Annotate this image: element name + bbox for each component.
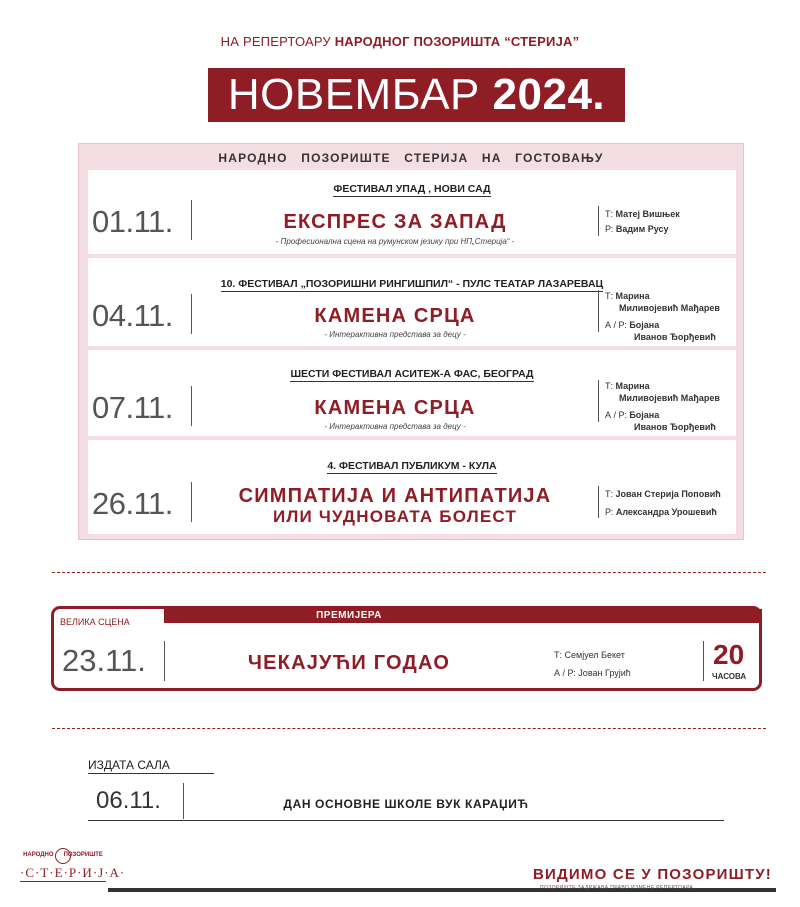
month-year: 2024.	[492, 70, 606, 119]
mask-icon	[55, 848, 71, 864]
credit-director: А / Р: Бојана Иванов Ђорђевић	[605, 320, 716, 342]
section-divider	[52, 572, 766, 573]
show-title-line2: ИЛИ ЧУДНОВАТА БОЛЕСТ	[272, 507, 518, 526]
festival-name: 10. ФЕСТИВАЛ „ПОЗОРИШНИ РИНГИШПИЛ“ - ПУЛС ТЕАТАР ЛАЗАРЕВАЦ	[220, 278, 604, 290]
credit-director: Р: Вадим Русу	[605, 224, 669, 234]
event-date: 26.11.	[92, 486, 173, 521]
credit-author: Т: Јован Стерија Поповић	[605, 489, 721, 499]
rented-hall-event: ДАН ОСНОВНЕ ШКОЛЕ ВУК КАРАЏИЋ	[283, 797, 529, 811]
date-divider	[183, 783, 184, 819]
touring-title: НАРОДНО ПОЗОРИШТЕ СТЕРИЈА НА ГОСТОВАЊУ	[218, 151, 604, 165]
credit-author: Т: Семјуел Бекет	[554, 650, 625, 660]
touring-panel	[78, 143, 744, 540]
date-divider	[191, 386, 192, 426]
intro-theatre-name: НАРОДНОГ ПОЗОРИШТА “СТЕРИЈА”	[334, 34, 580, 49]
rented-hall-date: 06.11.	[96, 787, 161, 814]
date-divider	[164, 641, 165, 681]
premiere-show-title: ЧЕКАЈУЋИ ГОДАО	[247, 652, 451, 674]
intro-normal: НА РЕПЕРТОАРУ	[220, 34, 335, 49]
touring-event-card	[88, 350, 736, 436]
date-divider	[191, 294, 192, 334]
month-banner	[208, 68, 625, 122]
theatre-logo	[20, 848, 126, 898]
touring-event-card	[88, 258, 736, 346]
show-title: КАМЕНА СРЦА	[314, 305, 476, 327]
premiere-date: 23.11.	[62, 643, 146, 678]
premiere-hour: 20	[713, 639, 745, 670]
event-date: 04.11.	[92, 298, 173, 333]
premiere-credits	[554, 646, 631, 682]
event-date: 01.11.	[92, 204, 173, 239]
credit-author: Т: Марина Миливојевић Мађарев	[605, 381, 720, 403]
logo-name: ·С·Т·Е·Р·И·Ј·А·	[20, 865, 126, 880]
show-title: ЕКСПРЕС ЗА ЗАПАД	[283, 211, 507, 233]
slogan: ВИДИМО СЕ У ПОЗОРИШТУ!	[533, 866, 772, 883]
show-title: СИМПАТИЈА И АНТИПАТИЈА	[238, 485, 552, 507]
show-note: - Професионална сцена на румунском језику при НП„Стерија“ -	[275, 237, 515, 246]
date-divider	[191, 200, 192, 240]
credits-divider	[598, 380, 599, 422]
date-divider	[191, 482, 192, 522]
rented-hall-label: ИЗДАТА САЛА	[88, 758, 170, 772]
credit-author: Т: Марина Миливојевић Мађарев	[605, 291, 720, 313]
show-note: - Интерактивна представа за децу -	[324, 422, 466, 431]
stage-label: ВЕЛИКА СЦЕНА	[60, 617, 130, 627]
credits-divider	[598, 206, 599, 236]
festival-name: 4. ФЕСТИВАЛ ПУБЛИКУМ - КУЛА	[327, 460, 497, 472]
credit-author: Т: Матеј Вишњек	[605, 209, 680, 219]
touring-event-card	[88, 170, 736, 254]
credit-director: А / Р: Јован Грујић	[554, 668, 631, 678]
section-divider	[52, 728, 766, 729]
credit-director: Р: Александра Урошевић	[605, 507, 717, 517]
show-note: - Интерактивна представа за децу -	[324, 330, 466, 339]
logo-underline	[20, 881, 106, 882]
logo-top-text: НАРОДНО ПОЗОРИШТЕ	[23, 852, 103, 858]
credits-divider	[598, 290, 599, 332]
credits-divider	[598, 486, 599, 518]
fine-print: ПОЗОРИШТЕ ЗАДРЖАВА ПРАВО ИЗМЕНЕ РЕПЕРТОАРА.	[540, 885, 696, 891]
festival-name: ФЕСТИВАЛ УПАД , НОВИ САД	[333, 183, 491, 195]
hour-divider	[703, 641, 704, 681]
show-title: КАМЕНА СРЦА	[314, 397, 476, 419]
premiere-panel	[51, 606, 762, 691]
rented-hall-baseline	[88, 820, 724, 821]
month-name: НОВЕМБАР	[227, 70, 493, 119]
repertoire-intro	[0, 34, 800, 49]
premiere-label: ПРЕМИЈЕРА	[316, 610, 382, 621]
premiere-hour-label: ЧАСОВА	[712, 672, 747, 681]
event-date: 07.11.	[92, 390, 173, 425]
rented-hall-underline	[88, 773, 214, 774]
credit-director: А / Р: Бојана Иванов Ђорђевић	[605, 410, 716, 432]
touring-event-card	[88, 440, 736, 534]
festival-name: ШЕСТИ ФЕСТИВАЛ АСИТЕЖ-А ФАС, БЕОГРАД	[290, 368, 534, 380]
